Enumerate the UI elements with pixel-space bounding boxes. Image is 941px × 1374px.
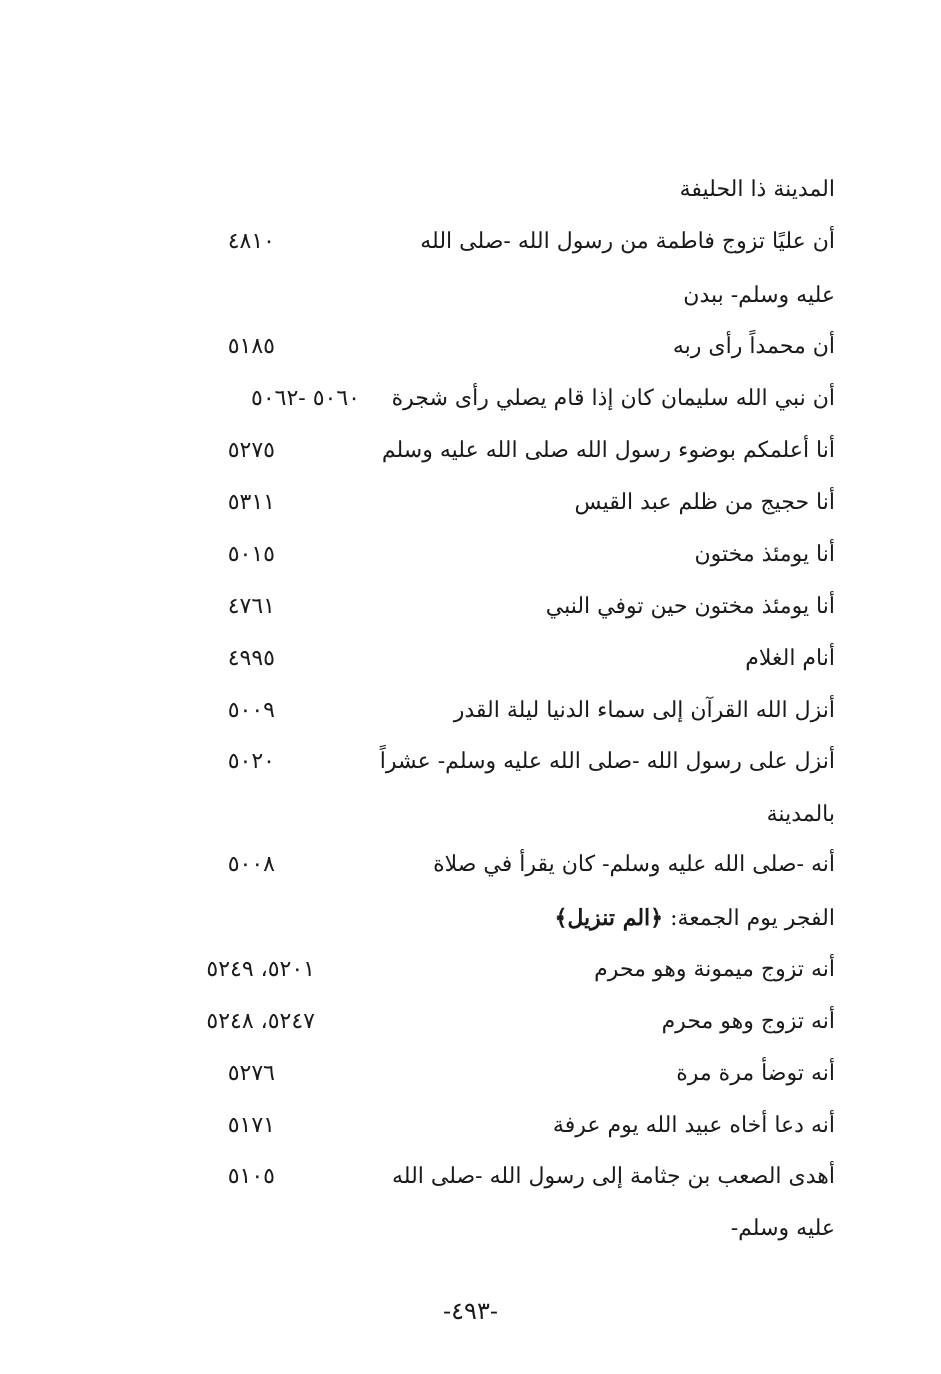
entry-reference: ٥٣١١ — [227, 490, 275, 515]
entry-text: أنا أعلمكم بوضوء رسول الله صلى الله عليه وسلم — [381, 438, 835, 463]
entry-text: أن نبي الله سليمان كان إذا قام يصلي رأى شجرة — [391, 386, 835, 411]
entry-text: أنا يومئذ مختون — [694, 542, 835, 567]
page-number: -٤٩٣- — [443, 1297, 498, 1325]
entry-text: أنه -صلى الله عليه وسلم- كان يقرأ في صلاة — [433, 852, 835, 877]
entry-text: بالمدينة — [766, 802, 835, 827]
index-entry — [120, 795, 835, 835]
index-entry — [120, 639, 835, 679]
entry-reference: ٥٢٠١، ٥٢٤٩ — [206, 957, 315, 982]
entry-reference: ٤٨١٠ — [227, 229, 275, 254]
entry-text: أنزل على رسول الله -صلى الله عليه وسلم- عشراً — [379, 749, 835, 774]
index-entry — [120, 276, 835, 316]
entry-text: عليه وسلم- ببدن — [683, 283, 835, 308]
index-entry — [120, 327, 835, 367]
entry-reference: ٥٠٠٩ — [227, 698, 275, 723]
index-entry — [120, 1157, 835, 1197]
entry-reference: ٥٠٢٠ — [227, 749, 275, 774]
index-entry — [120, 1054, 835, 1094]
entry-text: أنزل الله القرآن إلى سماء الدنيا ليلة القدر — [453, 698, 835, 723]
index-entry — [120, 845, 835, 885]
entry-text: أن عليًا تزوج فاطمة من رسول الله -صلى الله — [420, 229, 835, 254]
entry-text: أنه توضأ مرة مرة — [676, 1061, 835, 1086]
entry-text: أهدى الصعب بن جثامة إلى رسول الله -صلى الله — [391, 1164, 835, 1189]
index-entry — [120, 431, 835, 471]
entry-text: أنه تزوج وهو محرم — [661, 1009, 835, 1034]
entry-reference: ٤٩٩٥ — [227, 646, 275, 671]
entry-text: أنا حجيج من ظلم عبد القيس — [574, 490, 835, 515]
index-entry — [120, 898, 835, 938]
entry-reference: ٥١٠٥ — [227, 1164, 275, 1189]
index-entry — [120, 222, 835, 262]
index-entry — [120, 1002, 835, 1042]
entry-text: أنا يومئذ مختون حين توفي النبي — [545, 594, 835, 619]
index-entry — [120, 587, 835, 627]
quran-surah-title: ﴿الم تنزيل﴾ — [554, 905, 664, 931]
entry-text: أنه دعا أخاه عبيد الله يوم عرفة — [552, 1113, 835, 1138]
index-entry — [120, 170, 835, 210]
entry-reference: ٥٢٧٥ — [227, 438, 275, 463]
entry-reference: ٥٢٤٧، ٥٢٤٨ — [206, 1009, 315, 1034]
index-entry — [120, 535, 835, 575]
entry-reference: ٥١٨٥ — [227, 334, 275, 359]
entry-text: أن محمداً رأى ربه — [672, 334, 835, 359]
entry-reference: ٥٠٦٠ -٥٠٦٢ — [251, 386, 360, 411]
entry-reference: ٥٠٠٨ — [227, 852, 275, 877]
entry-text-plain: الفجر يوم الجمعة: — [670, 906, 835, 931]
entry-reference: ٤٧٦١ — [227, 594, 275, 619]
index-entry — [120, 483, 835, 523]
index-entry — [120, 1209, 835, 1249]
index-entry — [120, 950, 835, 990]
index-entry — [120, 691, 835, 731]
entry-text: عليه وسلم- — [730, 1216, 835, 1241]
entry-text: أنه تزوج ميمونة وهو محرم — [594, 957, 835, 982]
index-entry — [120, 742, 835, 782]
entry-text — [554, 898, 835, 938]
entry-reference: ٥١٧١ — [227, 1113, 275, 1138]
entry-reference: ٥٠١٥ — [227, 542, 275, 567]
index-entry — [120, 379, 835, 419]
entry-reference: ٥٢٧٦ — [227, 1061, 275, 1086]
entry-text: أنام الغلام — [745, 646, 835, 671]
entry-text: المدينة ذا الحليفة — [679, 177, 835, 202]
index-entry — [120, 1106, 835, 1146]
